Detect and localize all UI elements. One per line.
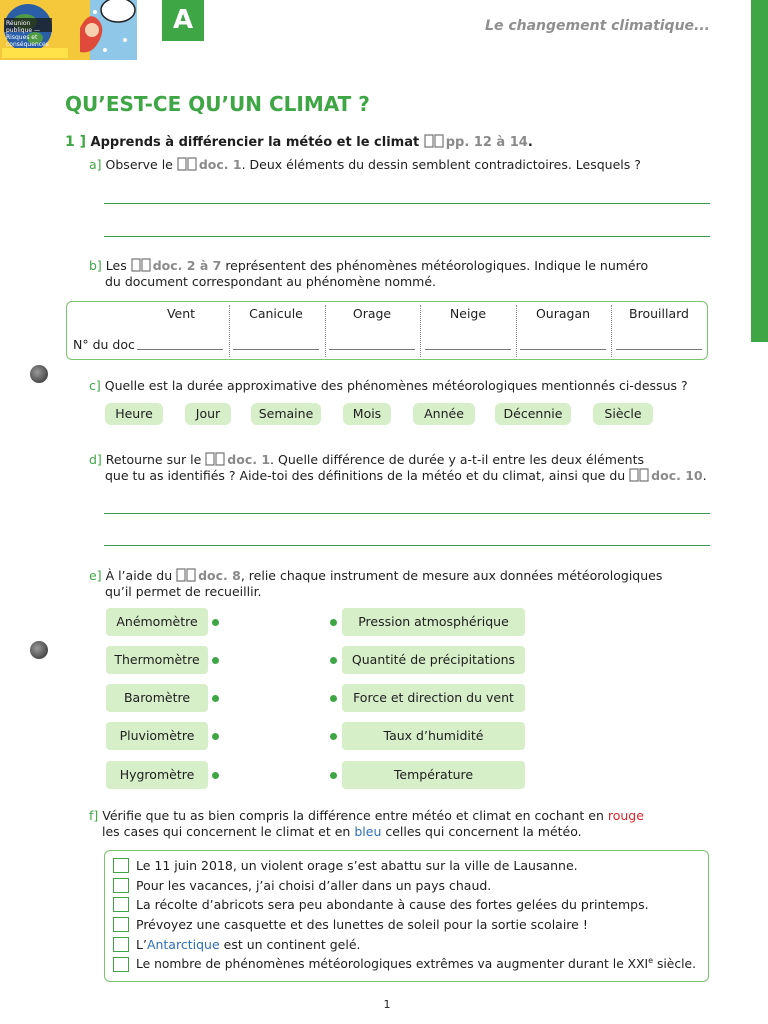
question-label: d] xyxy=(89,452,102,467)
book-icon xyxy=(177,157,197,171)
link-dot[interactable] xyxy=(330,695,337,702)
question-label: a] xyxy=(89,157,102,172)
table-answer-blank[interactable] xyxy=(329,349,415,350)
measure-box[interactable]: Pression atmosphérique xyxy=(342,608,525,636)
binder-hole xyxy=(30,365,48,383)
link-dot[interactable] xyxy=(330,657,337,664)
link-dot[interactable] xyxy=(212,772,219,779)
question-label: b] xyxy=(89,258,102,273)
link-dot[interactable] xyxy=(330,733,337,740)
question-a xyxy=(89,157,641,173)
badge-letter: A xyxy=(172,5,194,35)
table-header: Canicule xyxy=(249,306,303,321)
instrument-box[interactable]: Pluviomètre xyxy=(106,722,208,750)
table-header: Vent xyxy=(166,306,196,321)
question-title: Apprends à différencier la météo et le climat xyxy=(90,135,420,150)
doc-reference: doc. 8 xyxy=(198,568,241,583)
answer-line[interactable] xyxy=(104,236,710,237)
table-divider xyxy=(611,305,612,357)
page-number: 1 xyxy=(383,998,391,1011)
table-row-label: N° du doc xyxy=(73,337,135,352)
question-label: c] xyxy=(89,378,101,393)
reference-end: . xyxy=(527,135,533,150)
link-dot[interactable] xyxy=(330,619,337,626)
table-header: Ouragan xyxy=(535,306,591,321)
header-logo xyxy=(0,0,137,60)
doc-reference: doc. 2 à 7 xyxy=(152,258,222,273)
section-title: QU’EST-CE QU’UN CLIMAT ? xyxy=(65,92,370,116)
duration-option[interactable]: Semaine xyxy=(251,403,321,425)
question-text: que tu as identifiés ? Aide-toi des définitions de la météo et du climat, ainsi que du xyxy=(105,468,626,483)
question-label: e] xyxy=(89,568,102,583)
statement-superscript: e xyxy=(648,956,654,965)
statement-checkbox[interactable] xyxy=(113,897,129,912)
instrument-box[interactable]: Hygromètre xyxy=(106,761,208,789)
link-dot[interactable] xyxy=(330,772,337,779)
statement-checkbox[interactable] xyxy=(113,937,129,952)
table-divider xyxy=(516,305,517,357)
question-b-line2: du document correspondant au phénomène nommé. xyxy=(105,274,436,289)
statement-part: siècle. xyxy=(656,957,697,972)
instrument-box[interactable]: Baromètre xyxy=(106,684,208,712)
question-text: Observe le xyxy=(105,157,173,172)
question-text: . Deux éléments du dessin semblent contradictoires. Lesquels ? xyxy=(241,157,641,172)
table-divider xyxy=(420,305,421,357)
question-text: Les xyxy=(105,258,127,273)
red-word: rouge xyxy=(607,808,644,823)
question-text: Retourne sur le xyxy=(105,452,202,467)
table-header: Brouillard xyxy=(629,306,689,321)
statement-checkbox[interactable] xyxy=(113,957,129,972)
measure-box[interactable]: Quantité de précipitations xyxy=(342,646,525,674)
statement-text xyxy=(136,956,696,971)
table-answer-blank[interactable] xyxy=(137,349,223,350)
table-divider xyxy=(325,305,326,357)
measure-box[interactable]: Taux d’humidité xyxy=(342,722,525,750)
duration-option[interactable]: Siècle xyxy=(593,403,653,425)
question-text: . xyxy=(702,468,707,483)
instrument-box[interactable]: Thermomètre xyxy=(106,646,208,674)
duration-option[interactable]: Année xyxy=(413,403,475,425)
book-icon xyxy=(176,568,196,582)
chapter-badge xyxy=(162,0,204,41)
table-header: Neige xyxy=(449,306,487,321)
question-c xyxy=(89,378,688,394)
question-text: les cases qui concernent le climat et en xyxy=(102,824,351,839)
binder-hole xyxy=(30,641,48,659)
question-text: , relie chaque instrument de mesure aux données météorologiques xyxy=(240,568,663,583)
statement-checkbox[interactable] xyxy=(113,878,129,893)
question-text: Quelle est la durée approximative des phénomènes météorologiques mentionnés ci-dessus ? xyxy=(104,378,688,393)
table-answer-blank[interactable] xyxy=(425,349,511,350)
table-answer-blank[interactable] xyxy=(616,349,702,350)
doc-reference: doc. 1 xyxy=(227,452,271,467)
table-answer-blank[interactable] xyxy=(520,349,606,350)
answer-line[interactable] xyxy=(104,545,710,546)
page-reference: pp. 12 à 14 xyxy=(445,135,528,150)
statement-part: L’ xyxy=(136,937,147,952)
chapter-title: Le changement climatique... xyxy=(485,18,710,34)
question-text: À l’aide du xyxy=(105,568,173,583)
question-text: représentent des phénomènes météorologiques. Indique le numéro xyxy=(225,258,649,273)
measure-box[interactable]: Température xyxy=(342,761,525,789)
duration-option[interactable]: Mois xyxy=(343,403,391,425)
question-text: celles qui concernent la météo. xyxy=(385,824,582,839)
question-f-line2 xyxy=(102,824,582,840)
measure-box[interactable]: Force et direction du vent xyxy=(342,684,525,712)
instrument-box[interactable]: Anémomètre xyxy=(106,608,208,636)
side-tab xyxy=(751,0,768,342)
question-b xyxy=(89,258,648,274)
question-d-line2 xyxy=(105,468,707,484)
blue-word: bleu xyxy=(354,824,382,839)
logo-text: Réunion publique — Risques et conséquences xyxy=(6,20,49,48)
book-icon xyxy=(205,452,225,466)
question-text: . Quelle différence de durée y a-t-il entre les deux éléments xyxy=(270,452,644,467)
statement-checkbox[interactable] xyxy=(113,917,129,932)
duration-option[interactable]: Décennie xyxy=(495,403,571,425)
question-e-line2: qu’il permet de recueillir. xyxy=(105,584,262,599)
question-label: f] xyxy=(89,808,99,823)
duration-option[interactable]: Jour xyxy=(185,403,231,425)
statement-part: Le nombre de phénomènes météorologiques extrêmes va augmenter durant le XXI xyxy=(136,957,649,972)
statement-text: Prévoyez une casquette et des lunettes de soleil pour la sortie scolaire ! xyxy=(136,917,588,932)
answer-line[interactable] xyxy=(104,513,710,514)
statement-link[interactable]: Antarctique xyxy=(146,937,220,952)
statement-checkbox[interactable] xyxy=(113,858,129,873)
link-dot[interactable] xyxy=(212,657,219,664)
duration-option[interactable]: Heure xyxy=(105,403,163,425)
question-text: Vérifie que tu as bien compris la différence entre météo et climat en cochant en xyxy=(102,808,604,823)
link-dot[interactable] xyxy=(212,619,219,626)
question-d xyxy=(89,452,644,468)
question-e xyxy=(89,568,662,584)
statement-text: Le 11 juin 2018, un violent orage s’est abattu sur la ville de Lausanne. xyxy=(136,858,578,873)
book-icon xyxy=(629,468,649,482)
link-dot[interactable] xyxy=(212,733,219,740)
doc-reference: doc. 10 xyxy=(651,468,703,483)
answer-line[interactable] xyxy=(104,203,710,204)
question-1-heading xyxy=(65,134,533,151)
statement-text: Pour les vacances, j’ai choisi d’aller dans un pays chaud. xyxy=(136,878,492,893)
book-icon xyxy=(131,258,151,272)
doc-reference: doc. 1 xyxy=(198,157,242,172)
book-icon xyxy=(424,134,444,148)
table-header: Orage xyxy=(352,306,392,321)
question-f xyxy=(89,808,644,824)
statement-text: La récolte d’abricots sera peu abondante à cause des fortes gelées du printemps. xyxy=(136,897,649,912)
table-answer-blank[interactable] xyxy=(233,349,319,350)
statement-part: est un continent gelé. xyxy=(223,937,361,952)
table-divider xyxy=(229,305,230,357)
statement-text xyxy=(136,937,361,952)
link-dot[interactable] xyxy=(212,695,219,702)
question-number: 1 ] xyxy=(65,134,87,150)
